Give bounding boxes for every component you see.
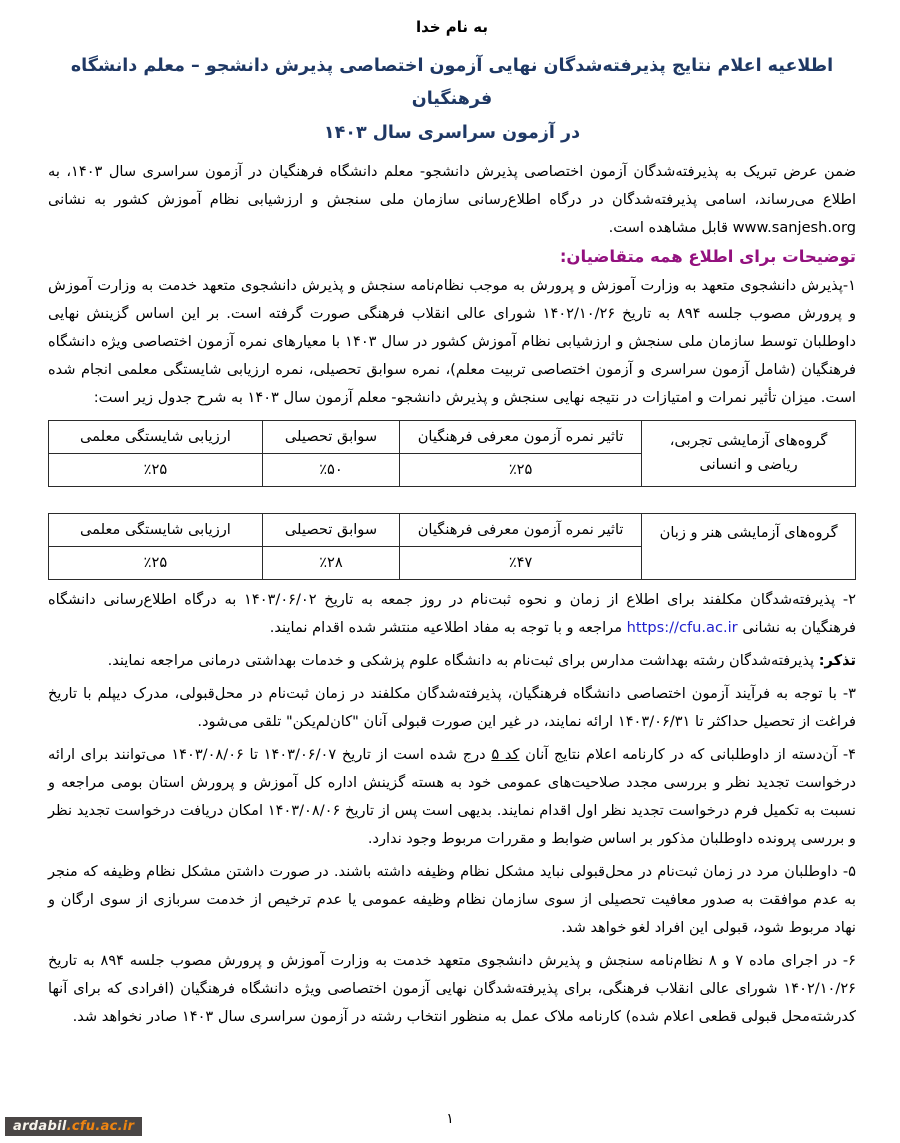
title-line1: اطلاعیه اعلام نتایج پذیرفته‌شدگان نهایی آزمون اختصاصی پذیرش دانشجو – معلم دانشگاه فرهنگیان <box>70 56 834 110</box>
header-exam-score-impact: تاثیر نمره آزمون معرفی فرهنگیان <box>400 420 642 453</box>
watermark-site-prefix: ardabil <box>13 1119 67 1134</box>
group-line2: ریاضی و انسانی <box>699 456 798 474</box>
page-number: ۱ <box>446 1111 454 1127</box>
item-4-text-before: ۴- آن‌دسته از داوطلبانی که در کارنامه اعلام نتایج آنان <box>519 745 856 763</box>
item-6-paragraph: ۶- در اجرای ماده ۷ و ۸ نظام‌نامه سنجش و پذیرش دانشجوی متعهد خدمت به وزارت آموزش و پرورش مصوب جلسه ۸۹۴ به تاریخ ۱۴۰۲/۱۰/۲۶ شورای عالی انقلاب فرهنگی، برای پذیرفته‌شدگان نهایی آزمون اختصاصی ویژه دانشگاه فرهنگیان (افرادی که برای آنها کدرشته‌محل قبولی قطعی اعلام شده) کارنامه ملاک عمل به منظور انتخاب رشته در آزمون سراسری سال ۱۴۰۳ صادر نخواهد شد. <box>48 951 857 1025</box>
item-5-paragraph: ۵- داوطلبان مرد در زمان ثبت‌نام در محل‌قبولی نباید مشکل نظام وظیفه داشته باشند. در صورت داشتن مشکل نظام وظیفه که منجر به عدم موافقت به صدور معافیت تحصیلی از سوی سازمان نظام وظیفه عمومی یا عدم ترخیص از خدمت سربازی از سوی ارگان و نهاد مربوط شود، قبولی این افراد لغو خواهد شد. <box>48 862 856 936</box>
watermark-badge <box>5 1117 142 1136</box>
cfu-url-link[interactable]: https://cfu.ac.ir <box>626 618 738 636</box>
header-exam-score-impact: تاثیر نمره آزمون معرفی فرهنگیان <box>400 513 642 546</box>
header-teacher-competency-eval: ارزیابی شایستگی معلمی <box>49 420 263 453</box>
value-exam-score-impact: ٪۴۷ <box>400 546 642 579</box>
group-cell-experimental <box>642 420 856 486</box>
header-academic-record: سوابق تحصیلی <box>262 513 399 546</box>
title-line2: در آزمون سراسری سال ۱۴۰۳ <box>323 122 581 143</box>
item-1-paragraph: ۱-پذیرش دانشجوی متعهد به وزارت آموزش و پرورش به موجب نظام‌نامه سنجش و پذیرش دانشجوی متعهد خدمت به وزارت آموزش و پرورش مصوب جلسه ۸۹۴ به تاریخ ۱۴۰۲/۱۰/۲۶ شورای عالی انقلاب فرهنگی صورت گرفته است. بر این اساس گزینش نهایی داوطلبان توسط سازمان ملی سنجش و ارزشیابی نظام آموزش کشور در سال ۱۴۰۳ با معیارهای نمره آزمون اختصاصی ویژه دانشگاه فرهنگیان (شامل آزمون سراسری و آزمون اختصاصی تربیت معلم)، نمره سوابق تحصیلی، نمره ارزیابی شایستگی معلمی انجام شده است. میزان تأثیر نمرات و امتیازات در نتیجه نهایی سنجش و پذیرش دانشجو- معلم آزمون سال ۱۴۰۳ به شرح جدول زیر است: <box>48 276 856 406</box>
notice-label: تذکر: <box>818 651 856 669</box>
notice-paragraph <box>48 647 856 675</box>
intro-paragraph <box>48 158 856 242</box>
section-heading: توضیحات برای اطلاع همه متقاضیان: <box>559 246 856 266</box>
group-line1: گروه‌های آزمایشی تجربی، <box>669 432 828 450</box>
intro-text-before: ضمن عرض تبریک به پذیرفته‌شدگان آزمون اختصاصی پذیرش دانشجو- معلم دانشگاه فرهنگیان در آزمون سراسری سال ۱۴۰۳، به اطلاع می‌رساند، اسامی پذیرفته‌شدگان در درگاه اطلاع‌رسانی سازمان ملی سنجش و ارزشیابی نظام آموزش کشور به نشانی <box>48 162 856 208</box>
watermark-site-domain: .cfu.ac.ir <box>66 1119 135 1134</box>
notice-text: پذیرفته‌شدگان رشته بهداشت مدارس برای ثبت‌نام به دانشگاه علوم پزشکی و خدمات بهداشتی درمانی مراجعه نمایند. <box>107 651 819 669</box>
page-title <box>48 50 856 150</box>
header-academic-record: سوابق تحصیلی <box>262 420 399 453</box>
score-table-experimental-math-humanities <box>48 420 856 487</box>
group-cell-art-language: گروه‌های آزمایشی هنر و زبان <box>642 513 856 579</box>
table-body <box>49 420 856 486</box>
item-4-text-after: درج شده است از تاریخ ۱۴۰۳/۰۶/۰۷ تا ۱۴۰۳/۰۸/۰۶ می‌توانند برای ارائه درخواست تجدید نظر و بررسی مجدد صلاحیت‌های عمومی خود به هسته گزینش اداره کل آموزش و پرورش استان بومی مراجعه و نسبت به تکمیل فرم درخواست تجدید نظر اول اقدام نمایند. بدیهی است پس از تاریخ ۱۴۰۳/۰۸/۰۶ امکان دریافت درخواست تجدید نظر و بررسی پرونده داوطلبان مذکور بر اساس ضوابط و مقررات مربوط وجود ندارد. <box>48 745 856 847</box>
sanjesh-url-text: www.sanjesh.org <box>732 218 856 236</box>
value-teacher-competency-eval: ٪۲۵ <box>49 453 263 486</box>
header-teacher-competency-eval: ارزیابی شایستگی معلمی <box>49 513 263 546</box>
value-exam-score-impact: ٪۲۵ <box>400 453 642 486</box>
item-2-paragraph <box>48 586 856 642</box>
item-4-paragraph <box>48 741 856 853</box>
item-2-text-before: ۲- پذیرفته‌شدگان مکلفند برای اطلاع از زمان و نحوه ثبت‌نام در روز جمعه به تاریخ ۱۴۰۳/۰۶/۰۲ به درگاه اطلاع‌رسانی دانشگاه فرهنگیان به نشانی <box>48 590 856 636</box>
value-academic-record: ٪۵۰ <box>262 453 399 486</box>
item-2-text-after: مراجعه و با توجه به مفاد اطلاعیه منتشر شده اقدام نمایند. <box>269 618 627 636</box>
code-5-underlined: کد ۵ <box>491 745 520 763</box>
bismillah-text: به نام خدا <box>415 18 489 36</box>
item-3-paragraph: ۳- با توجه به فرآیند آزمون اختصاصی دانشگاه فرهنگیان، پذیرفته‌شدگان مکلفند در زمان ثبت‌نام در محل‌قبولی، مدرک دیپلم با تاریخ فراغت از تحصیل حداکثر تا ۱۴۰۳/۰۶/۳۱ ارائه نمایند، در غیر این صورت قبولی آنان "کان‌لم‌یکن" تلقی می‌شود. <box>48 684 856 730</box>
value-teacher-competency-eval: ٪۲۵ <box>49 546 263 579</box>
score-table-art-language <box>48 513 856 580</box>
table-row <box>49 420 856 453</box>
value-academic-record: ٪۲۸ <box>262 546 399 579</box>
intro-text-after: قابل مشاهده است. <box>608 218 733 236</box>
table-row <box>49 513 856 546</box>
table-body <box>49 513 856 579</box>
